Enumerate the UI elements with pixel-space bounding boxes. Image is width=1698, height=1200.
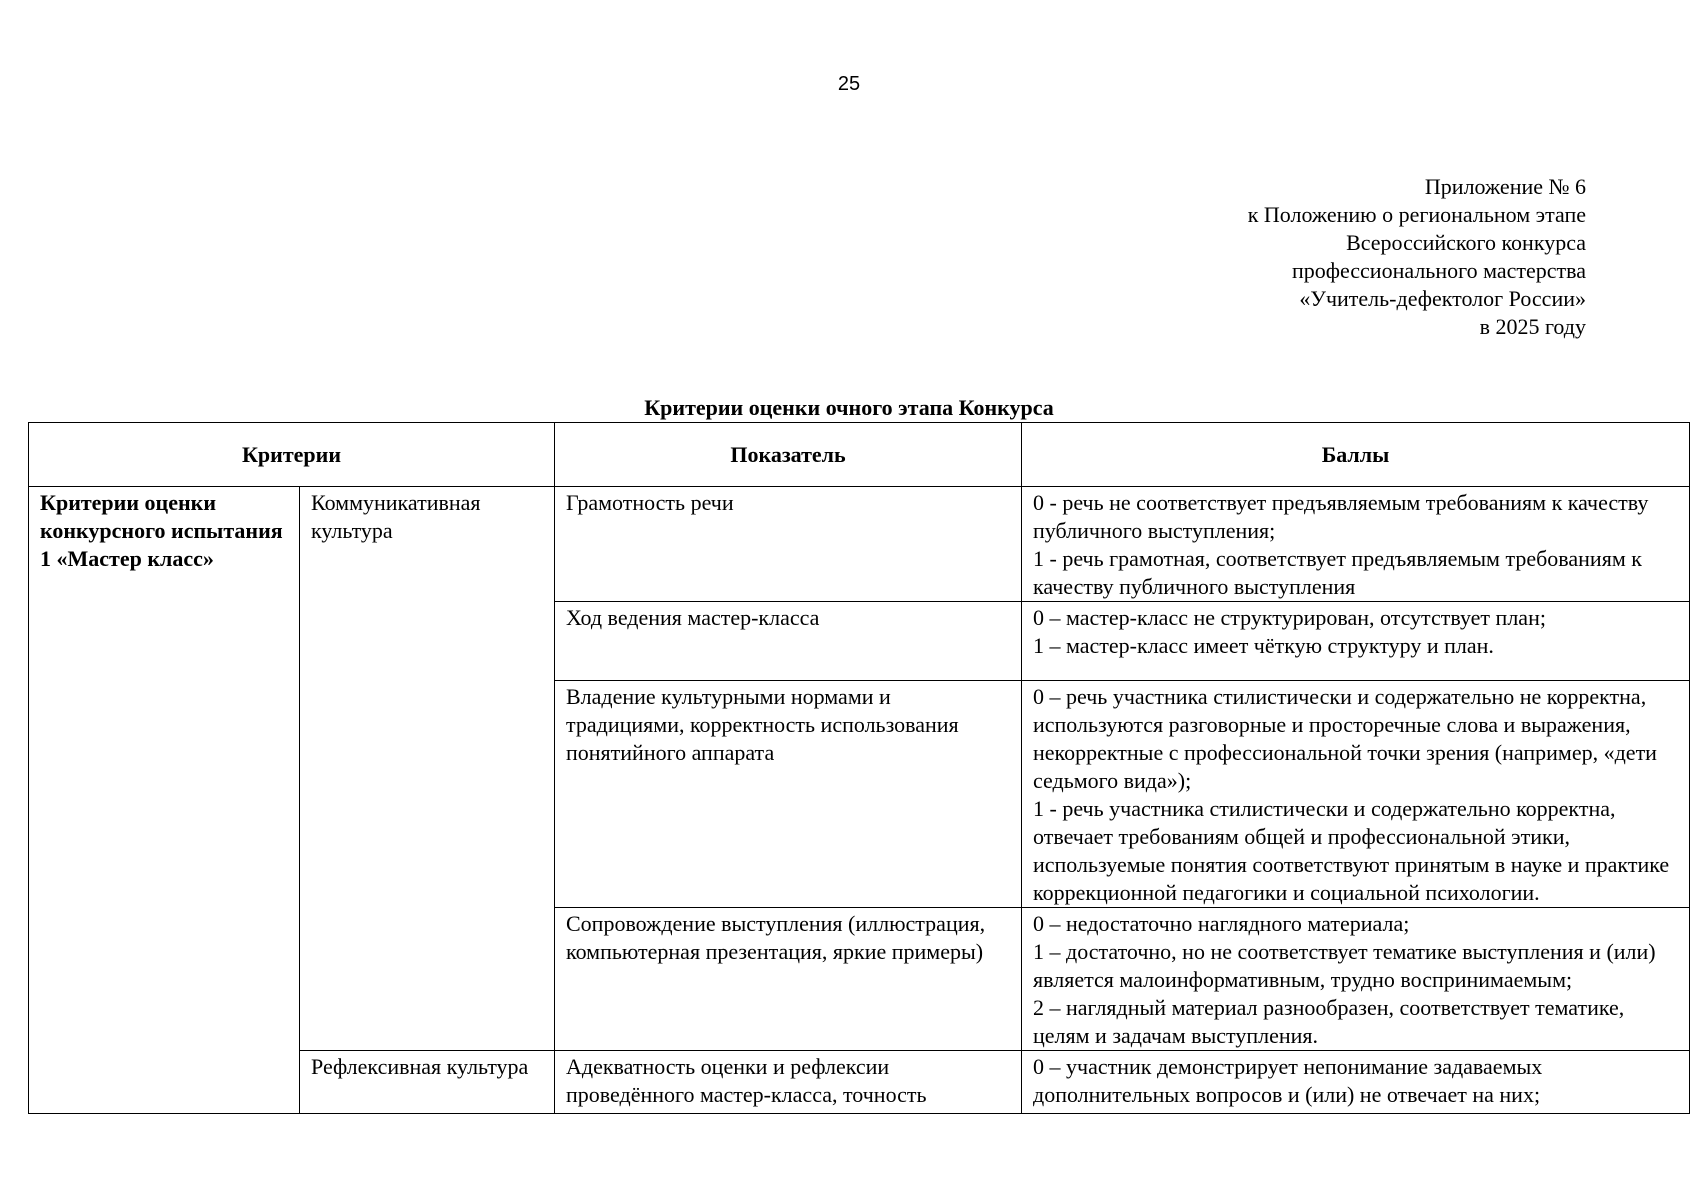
indicator-cell: Грамотность речи <box>555 487 1022 602</box>
block-label: Критерии оценки конкурсного испытания 1 «Мастер класс» <box>29 487 300 1114</box>
page-number: 25 <box>837 73 861 95</box>
group-label: Коммуникативная культура <box>300 487 555 1051</box>
group-label: Рефлексивная культура <box>300 1051 555 1114</box>
indicator-cell: Сопровождение выступления (иллюстрация, компьютерная презентация, яркие примеры) <box>555 908 1022 1051</box>
appendix-line: «Учитель-дефектолог России» <box>1299 286 1586 311</box>
score-cell <box>1022 681 1690 908</box>
score-line: 0 – участник демонстрирует непонимание задаваемых дополнительных вопросов и (или) не отвечает на них; <box>1033 1054 1543 1107</box>
score-line: 1 – достаточно, но не соответствует тематике выступления и (или) является малоинформативным, трудно воспринимаемым; <box>1033 939 1656 992</box>
score-line: 0 – речь участника стилистически и содержательно не корректна, используются разговорные и просторечные слова и выражения, некорректные с профессиональной точки зрения (например, «дети седьмого вида»); <box>1033 684 1657 793</box>
table-header-row <box>29 423 1690 487</box>
appendix-block <box>1248 173 1586 341</box>
score-cell <box>1022 602 1690 681</box>
indicator-cell: Адекватность оценки и рефлексии проведённого мастер-класса, точность <box>555 1051 1022 1114</box>
score-line: 0 – недостаточно наглядного материала; <box>1033 911 1410 936</box>
score-line: 1 - речь грамотная, соответствует предъявляемым требованиям к качеству публичного выступления <box>1033 546 1642 599</box>
appendix-line: к Положению о региональном этапе <box>1247 202 1586 227</box>
score-line: 0 – мастер-класс не структурирован, отсутствует план; <box>1033 605 1546 630</box>
criteria-table <box>28 422 1690 1114</box>
score-cell <box>1022 908 1690 1051</box>
appendix-line: профессионального мастерства <box>1291 258 1586 283</box>
table-row <box>29 487 1690 602</box>
document-title: Критерии оценки очного этапа Конкурса <box>644 395 1054 420</box>
appendix-line: в 2025 году <box>1479 314 1586 339</box>
score-cell <box>1022 487 1690 602</box>
indicator-cell: Ход ведения мастер-класса <box>555 602 1022 681</box>
header-criteria: Критерии <box>29 423 555 487</box>
header-points: Баллы <box>1022 423 1690 487</box>
appendix-line: Приложение № 6 <box>1424 174 1586 199</box>
score-line: 1 - речь участника стилистически и содержательно корректна, отвечает требованиям общей и профессиональной этики, используемые понятия соответствуют принятым в науке и практике коррекционной педагогики и социальной психологии. <box>1033 796 1670 905</box>
indicator-cell: Владение культурными нормами и традициями, корректность использования понятийного аппарата <box>555 681 1022 908</box>
appendix-line: Всероссийского конкурса <box>1346 230 1586 255</box>
header-indicator: Показатель <box>555 423 1022 487</box>
score-line: 0 - речь не соответствует предъявляемым требованиям к качеству публичного выступления; <box>1033 490 1649 543</box>
score-line: 2 – наглядный материал разнообразен, соответствует тематике, целям и задачам выступления. <box>1033 995 1625 1048</box>
score-line: 1 – мастер-класс имеет чёткую структуру и план. <box>1033 633 1494 658</box>
score-cell <box>1022 1051 1690 1114</box>
